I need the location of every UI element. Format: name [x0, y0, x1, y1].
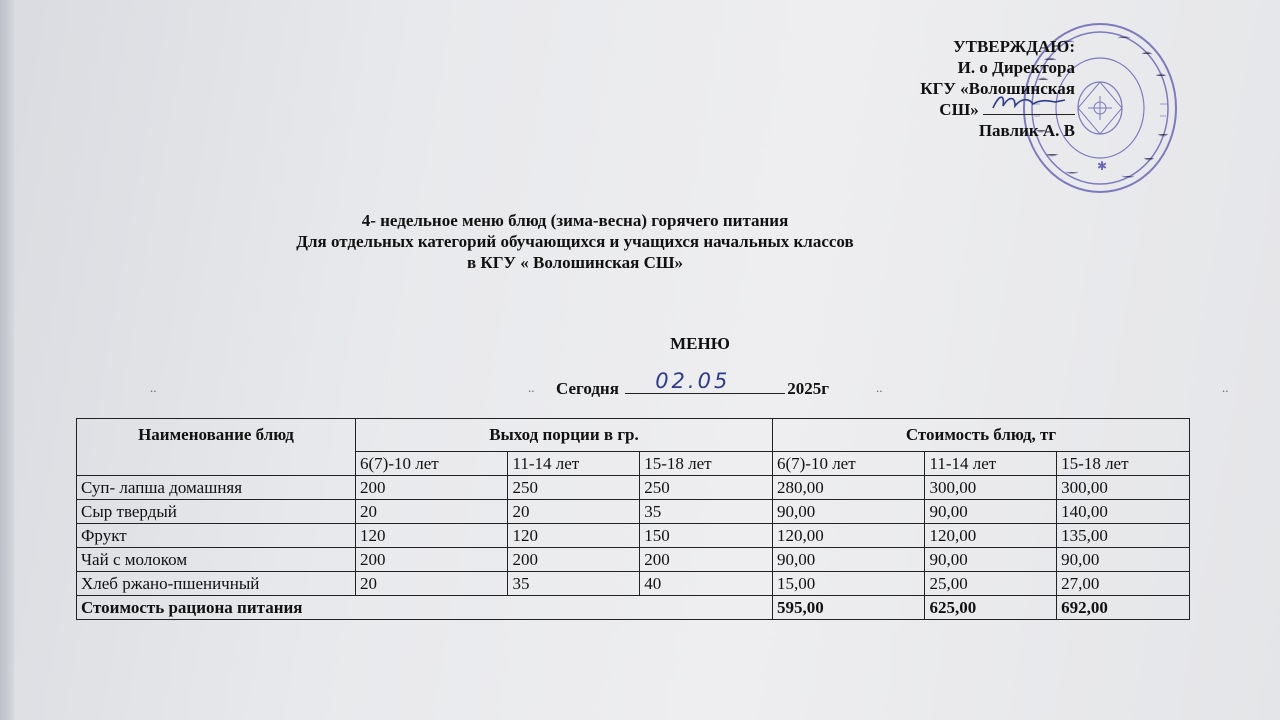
approval-signature-row: [920, 99, 1075, 120]
table-cell: 90,00: [925, 548, 1057, 572]
age-group-header: 15-18 лет: [1057, 452, 1190, 476]
table-cell: 25,00: [925, 572, 1057, 596]
decorative-dots: ..: [150, 380, 157, 395]
table-row: [77, 476, 1190, 500]
dish-name: Чай с молоком: [77, 548, 356, 572]
date-field: [625, 369, 785, 394]
table-cell: 250: [508, 476, 640, 500]
table-cell: 300,00: [925, 476, 1057, 500]
svg-text:✱: ✱: [1096, 159, 1108, 173]
table-cell: 120,00: [772, 524, 924, 548]
menu-table: [76, 418, 1190, 620]
table-cell: 90,00: [1057, 548, 1190, 572]
dish-name: Сыр твердый: [77, 500, 356, 524]
table-cell: 280,00: [772, 476, 924, 500]
table-cell: 200: [508, 548, 640, 572]
table-cell: 200: [640, 548, 773, 572]
dish-name: Фрукт: [77, 524, 356, 548]
table-row: [77, 572, 1190, 596]
dish-name: Хлеб ржано-пшеничный: [77, 572, 356, 596]
age-group-header: 11-14 лет: [508, 452, 640, 476]
table-cell: 250: [640, 476, 773, 500]
age-group-header: 6(7)-10 лет: [772, 452, 924, 476]
table-cell: 200: [356, 548, 508, 572]
handwritten-signature: [989, 90, 1069, 114]
title-line-2: Для отдельных категорий обучающихся и учащихся начальных классов: [296, 232, 854, 251]
table-row: [77, 500, 1190, 524]
page-edge: [0, 0, 14, 720]
approval-block: [920, 36, 1075, 141]
table-row: [77, 548, 1190, 572]
table-cell: 90,00: [925, 500, 1057, 524]
table-cell: 300,00: [1057, 476, 1190, 500]
total-label: Стоимость рациона питания: [77, 596, 773, 620]
approval-organization-end: СШ»: [939, 100, 979, 119]
decorative-dots: ..: [1222, 380, 1229, 395]
table-cell: 90,00: [772, 548, 924, 572]
table-cell: 120: [356, 524, 508, 548]
approval-title: УТВЕРЖДАЮ:: [953, 37, 1075, 56]
date-line-row: [556, 369, 829, 399]
total-row: [77, 596, 1190, 620]
table-row: [77, 524, 1190, 548]
header-portion: Выход порции в гр.: [356, 419, 773, 452]
table-cell: 27,00: [1057, 572, 1190, 596]
table-cell: 20: [356, 572, 508, 596]
title-line-3: в КГУ « Волошинская СШ»: [466, 253, 684, 272]
table-cell: 120,00: [925, 524, 1057, 548]
menu-heading: МЕНЮ: [670, 334, 730, 353]
dish-name: Суп- лапша домашняя: [77, 476, 356, 500]
age-group-header: 6(7)-10 лет: [356, 452, 508, 476]
table-cell: 40: [640, 572, 773, 596]
table-cell: 20: [508, 500, 640, 524]
approval-director-name: Павлик А. В: [978, 121, 1075, 140]
decorative-dots: ..: [876, 380, 883, 395]
total-cell: 692,00: [1057, 596, 1190, 620]
age-group-header: 15-18 лет: [640, 452, 773, 476]
table-cell: 140,00: [1057, 500, 1190, 524]
today-label: Сегодня: [556, 379, 619, 398]
table-cell: 15,00: [772, 572, 924, 596]
year-label: 2025г: [787, 379, 829, 398]
document-title: [0, 210, 1280, 273]
decorative-dots: ..: [528, 380, 535, 395]
table-cell: 35: [640, 500, 773, 524]
handwritten-date: 02.05: [655, 369, 731, 393]
table-cell: 120: [508, 524, 640, 548]
header-dish-name: Наименование блюд: [77, 419, 356, 476]
total-cell: 625,00: [925, 596, 1057, 620]
age-group-header: 11-14 лет: [925, 452, 1057, 476]
table-cell: 200: [356, 476, 508, 500]
table-cell: 35: [508, 572, 640, 596]
approval-organization: КГУ «Волошинская: [920, 79, 1075, 98]
header-cost: Стоимость блюд, тг: [772, 419, 1189, 452]
title-line-1: 4- недельное меню блюд (зима-весна) горячего питания: [361, 211, 789, 230]
table-cell: 135,00: [1057, 524, 1190, 548]
table-cell: 20: [356, 500, 508, 524]
table-header-row: [77, 419, 1190, 452]
table-cell: 150: [640, 524, 773, 548]
table-cell: 90,00: [772, 500, 924, 524]
approval-position: И. о Директора: [957, 58, 1075, 77]
total-cell: 595,00: [772, 596, 924, 620]
signature-line: [983, 100, 1075, 115]
